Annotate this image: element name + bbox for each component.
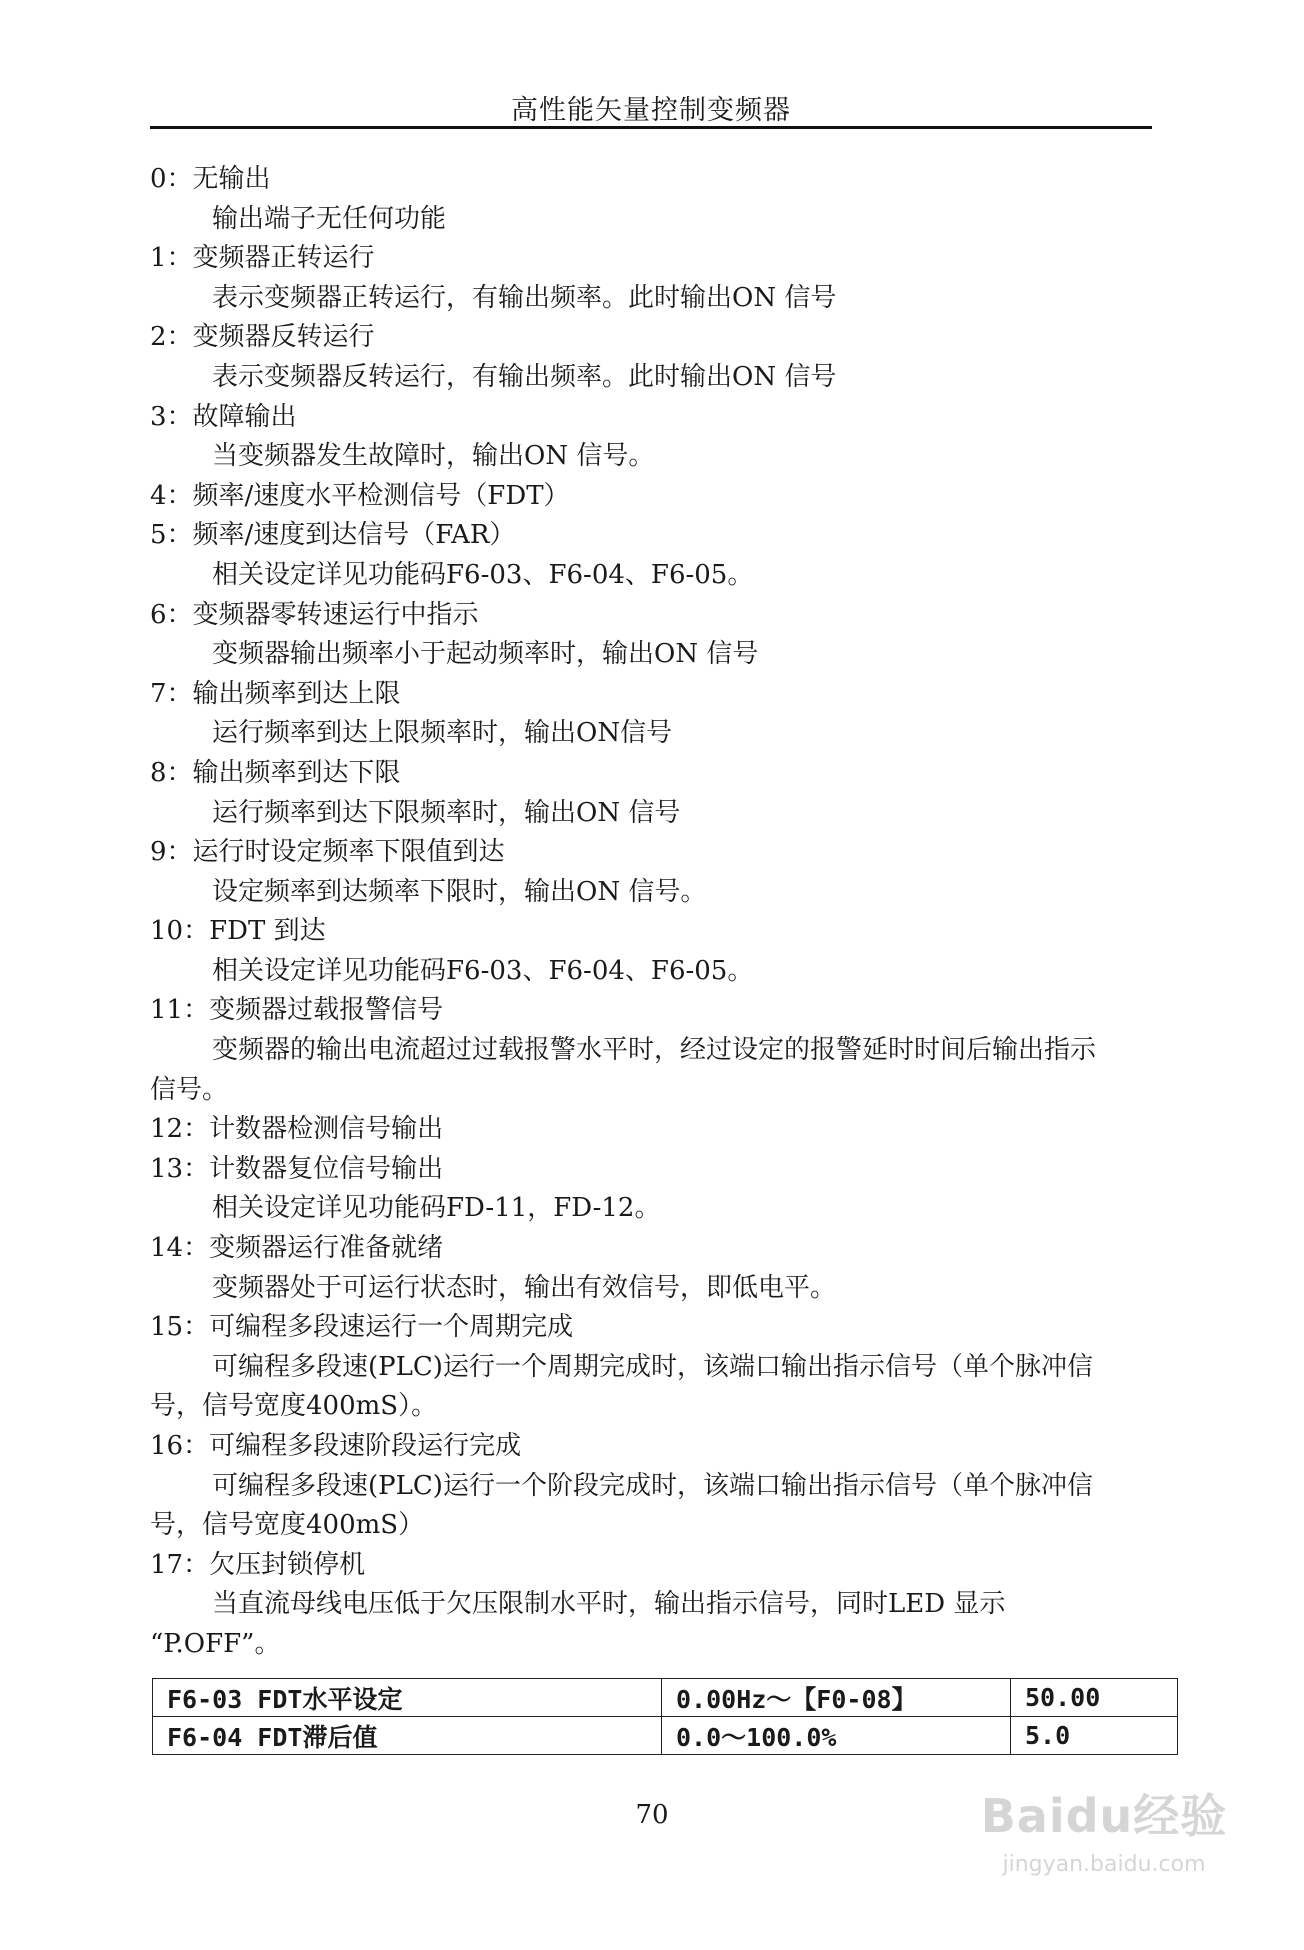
item-heading-line: 12：计数器检测信号输出 xyxy=(150,1114,444,1145)
item-heading-line: 1：变频器正转运行 xyxy=(150,243,375,274)
item-heading-line: 6：变频器零转速运行中指示 xyxy=(150,599,479,630)
param-default: 50.00 xyxy=(1011,1679,1178,1717)
page-number: 70 xyxy=(635,1800,669,1830)
item-heading-line: 7：输出频率到达上限 xyxy=(150,678,401,709)
item-heading-line: 9：运行时设定频率下限值到达 xyxy=(150,837,505,868)
item-heading-line: 号，信号宽度400mS） xyxy=(150,1510,425,1541)
item-heading-line: 13：计数器复位信号输出 xyxy=(150,1153,444,1184)
item-heading-line: 信号。 xyxy=(150,1074,229,1105)
item-heading-line: 3：故障输出 xyxy=(150,401,297,432)
item-heading-line: 15：可编程多段速运行一个周期完成 xyxy=(150,1312,574,1343)
watermark-brand: Baidu经验 xyxy=(980,1789,1228,1843)
body-text-line: 表示变频器正转运行，有输出频率。此时输出ON 信号 xyxy=(212,282,837,313)
watermark-url: jingyan.baidu.com xyxy=(1002,1852,1206,1877)
body-text-line: 相关设定详见功能码F6-03、F6-04、F6-05。 xyxy=(212,955,754,986)
param-range: 0.0～100.0% xyxy=(662,1717,1011,1755)
item-heading-line: 10：FDT 到达 xyxy=(150,916,326,947)
table-row xyxy=(153,1717,1178,1755)
page-header-title: 高性能矢量控制变频器 xyxy=(511,95,791,126)
item-heading-line: 16：可编程多段速阶段运行完成 xyxy=(150,1431,522,1461)
item-heading-line: 4：频率/速度水平检测信号（FDT） xyxy=(150,480,570,511)
body-text-line: 变频器处于可运行状态时，输出有效信号，即低电平。 xyxy=(212,1272,837,1303)
body-text-line: 当变频器发生故障时，输出ON 信号。 xyxy=(212,441,655,472)
item-heading-line: 5：频率/速度到达信号（FAR） xyxy=(150,520,516,551)
body-text-line: 当直流母线电压低于欠压限制水平时，输出指示信号，同时LED 显示 xyxy=(212,1589,1006,1620)
param-code-name: F6-03 FDT水平设定 xyxy=(153,1679,662,1717)
body-text-line: 运行频率到达上限频率时，输出ON信号 xyxy=(212,718,673,749)
body-text-line: 运行频率到达下限频率时，输出ON 信号 xyxy=(212,797,681,828)
item-heading-line: 2：变频器反转运行 xyxy=(150,322,375,353)
body-text-line: 相关设定详见功能码F6-03、F6-04、F6-05。 xyxy=(212,559,754,590)
param-default: 5.0 xyxy=(1011,1717,1178,1755)
item-heading-line: 0：无输出 xyxy=(150,164,271,194)
item-heading-line: 17：欠压封锁停机 xyxy=(150,1549,366,1580)
table-row xyxy=(153,1679,1178,1717)
document-body xyxy=(150,160,1170,1665)
body-text-line: 相关设定详见功能码FD-11，FD-12。 xyxy=(212,1193,661,1224)
item-heading-line: “P.OFF”。 xyxy=(150,1628,281,1659)
body-text-line: 可编程多段速(PLC)运行一个周期完成时，该端口输出指示信号（单个脉冲信 xyxy=(212,1351,1093,1382)
body-text-line: 设定频率到达频率下限时，输出ON 信号。 xyxy=(212,876,707,907)
param-range: 0.00Hz～【F0-08】 xyxy=(662,1679,1011,1717)
body-text-line: 变频器输出频率小于起动频率时，输出ON 信号 xyxy=(212,639,759,670)
item-heading-line: 11：变频器过载报警信号 xyxy=(150,995,444,1026)
body-text-line: 输出端子无任何功能 xyxy=(212,203,447,234)
body-text-line: 变频器的输出电流超过过载报警水平时，经过设定的报警延时时间后输出指示 xyxy=(212,1035,1097,1066)
body-text-line: 可编程多段速(PLC)运行一个阶段完成时，该端口输出指示信号（单个脉冲信 xyxy=(212,1470,1093,1501)
parameter-table xyxy=(152,1678,1178,1755)
item-heading-line: 号，信号宽度400mS）。 xyxy=(150,1391,438,1422)
header-rule xyxy=(150,126,1152,129)
body-text-line: 表示变频器反转运行，有输出频率。此时输出ON 信号 xyxy=(212,361,837,392)
param-code-name: F6-04 FDT滞后值 xyxy=(153,1717,662,1755)
watermark-logo xyxy=(964,1780,1244,1890)
item-heading-line: 8：输出频率到达下限 xyxy=(150,757,401,788)
item-heading-line: 14：变频器运行准备就绪 xyxy=(150,1233,444,1264)
